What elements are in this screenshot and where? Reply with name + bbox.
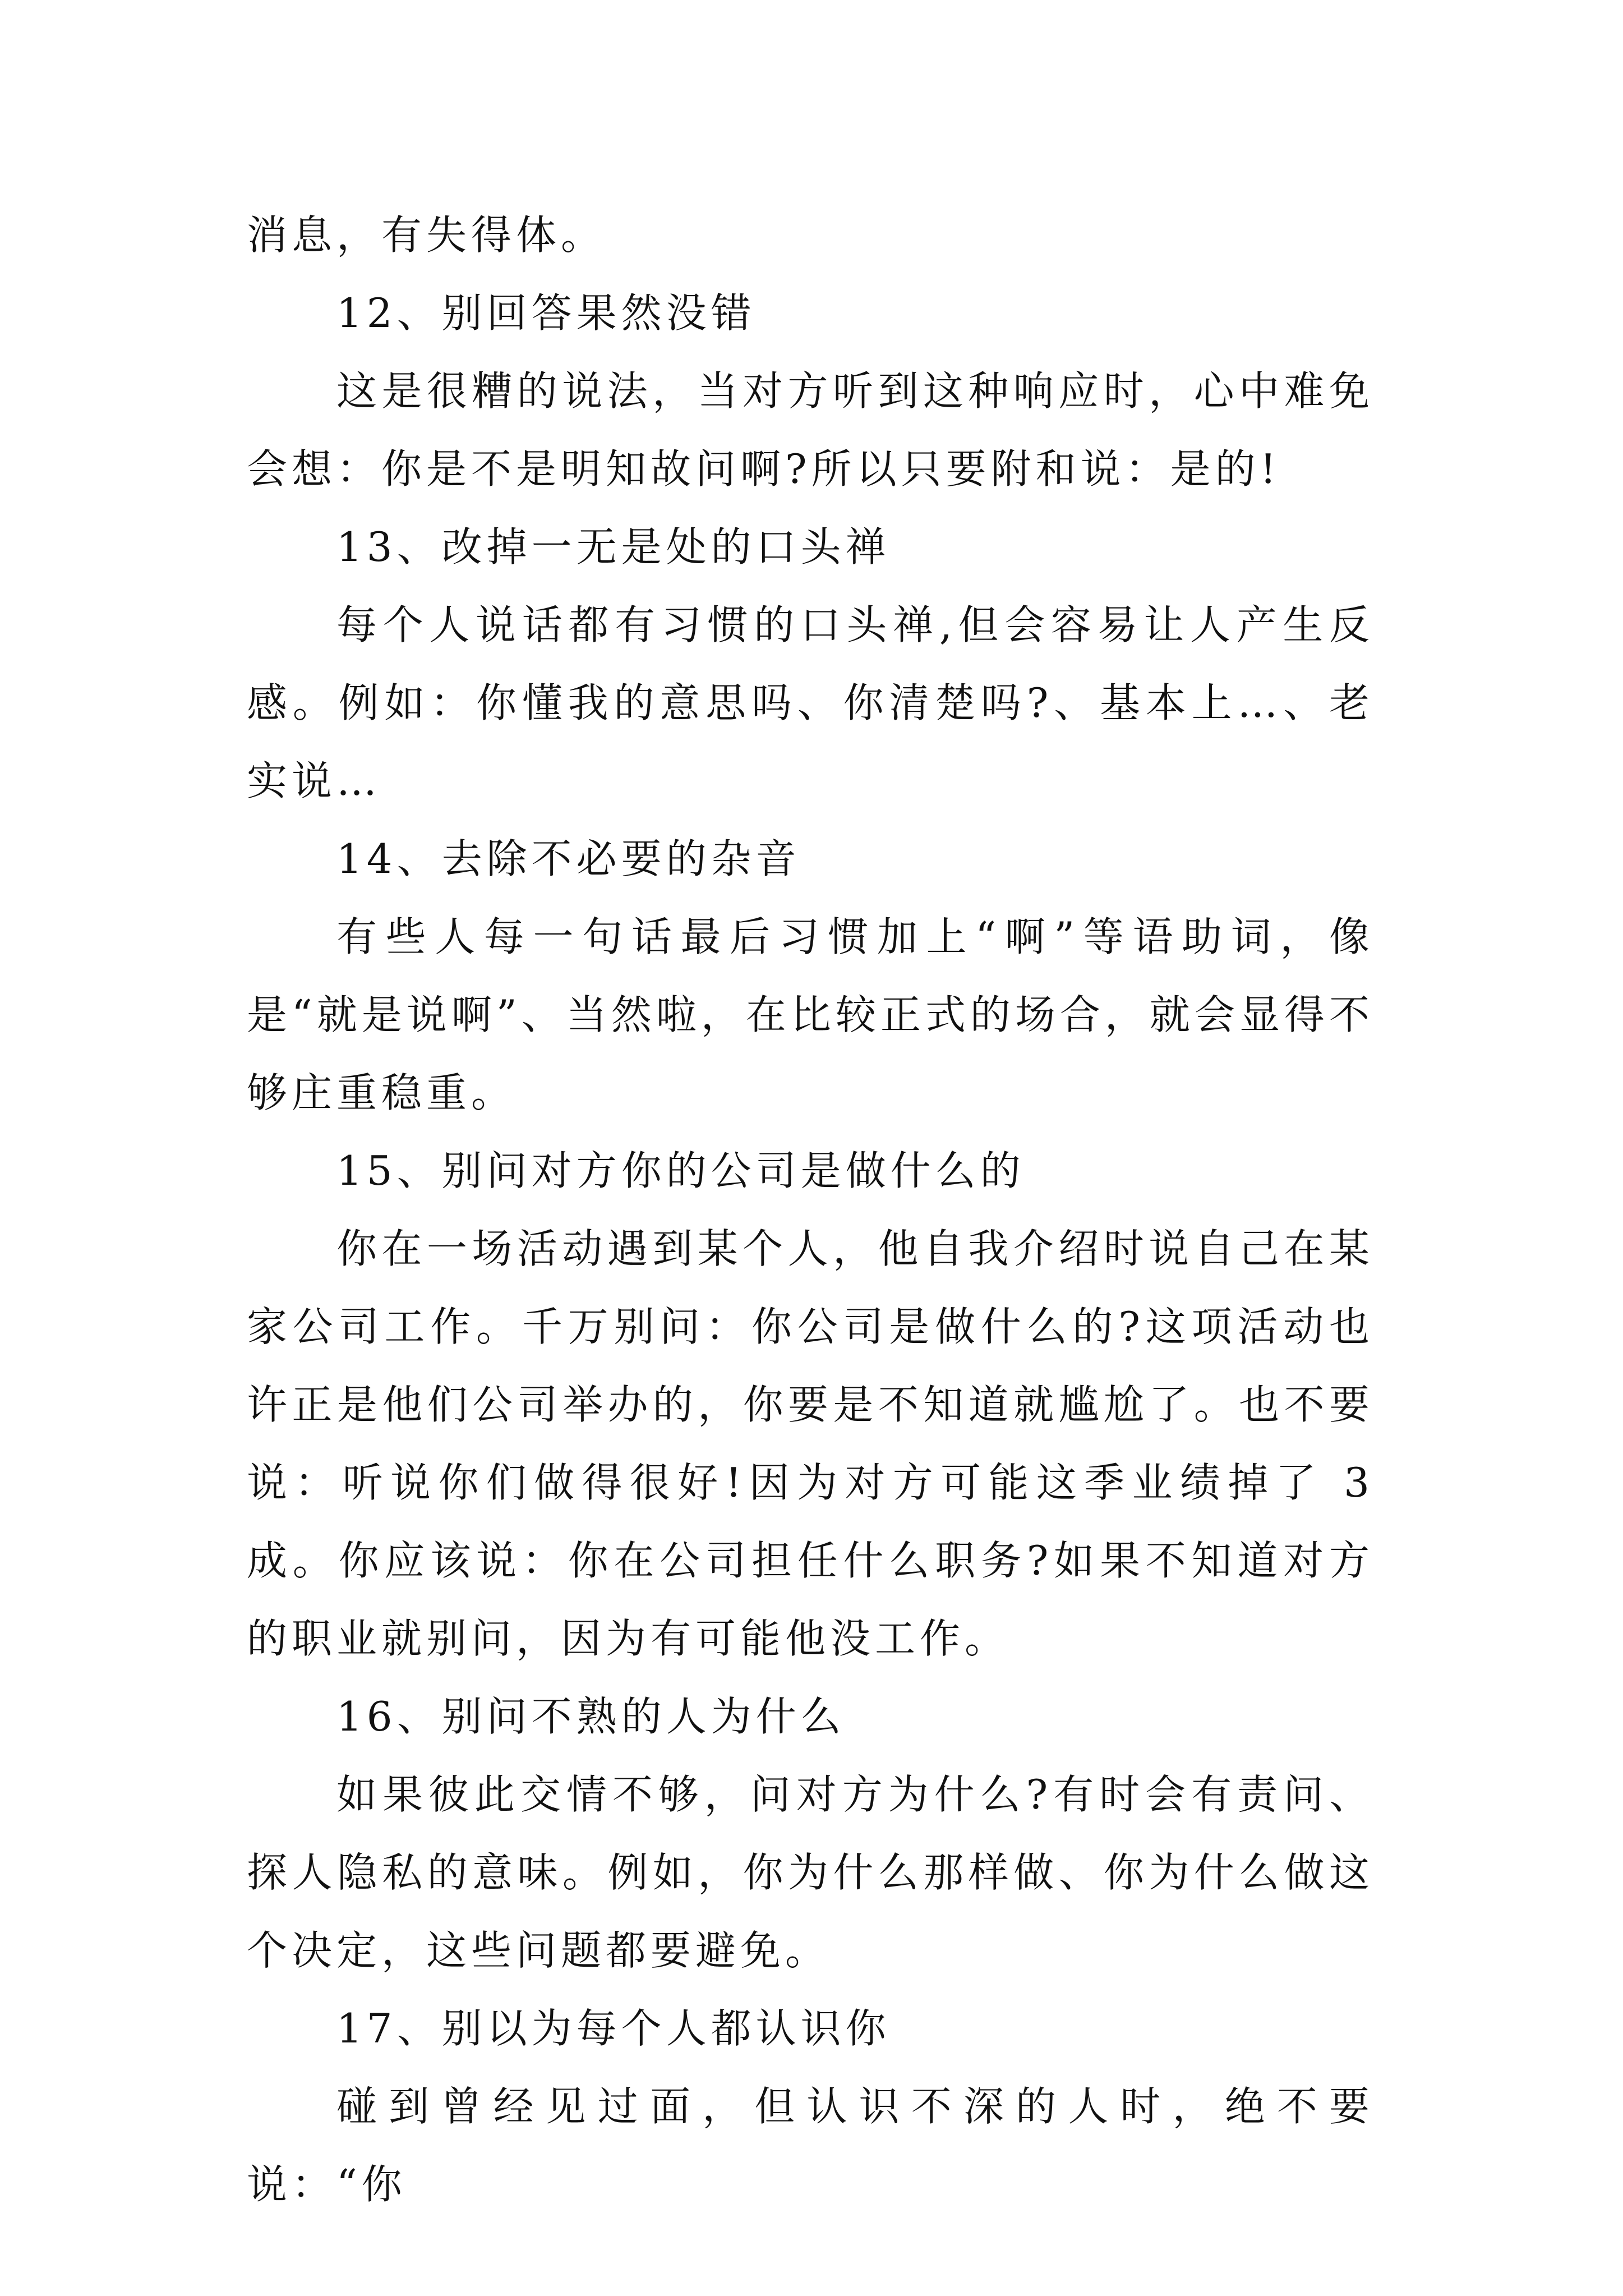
paragraph-16: 如果彼此交情不够，问对方为什么?有时会有责问、探人隐私的意味。例如，你为什么那样做、你为什么做这个决定，这些问题都要避免。	[247, 1771, 1374, 1974]
paragraph-continuation: 消息，有失得体。	[247, 211, 606, 259]
paragraph-14: 有些人每一句话最后习惯加上“啊”等语助词，像是“就是说啊”、当然啦，在比较正式的场合，就会显得不够庄重稳重。	[247, 913, 1374, 1116]
section-heading-14: 14、去除不必要的杂音	[336, 835, 801, 882]
paragraph-17: 碰到曾经见过面，但认识不深的人时，绝不要说：“你	[247, 2083, 1374, 2208]
section-heading-16: 16、别问不熟的人为什么	[336, 1693, 846, 1740]
section-heading-15: 15、别问对方你的公司是做什么的	[336, 1147, 1025, 1194]
section-heading-17: 17、别以为每个人都认识你	[336, 2005, 891, 2052]
section-heading-13: 13、改掉一无是处的口头禅	[336, 523, 891, 570]
section-heading-12: 12、别回答果然没错	[336, 289, 756, 337]
document-body	[247, 196, 1374, 2224]
paragraph-13: 每个人说话都有习惯的口头禅,但会容易让人产生反感。例如：你懂我的意思吗、你清楚吗?、基本上…、老实说…	[247, 601, 1374, 804]
paragraph-12: 这是很糟的说法，当对方听到这种响应时，心中难免会想：你是不是明知故问啊?所以只要附和说：是的!	[247, 367, 1374, 493]
paragraph-15: 你在一场活动遇到某个人，他自我介绍时说自己在某家公司工作。千万别问：你公司是做什么的?这项活动也许正是他们公司举办的，你要是不知道就尴尬了。也不要说：听说你们做得很好!因为对方可能这季业绩掉了 3 成。你应该说：你在公司担任什么职务?如果不知道对方的职业就别问，因为有可能他没工作。	[247, 1225, 1374, 1662]
